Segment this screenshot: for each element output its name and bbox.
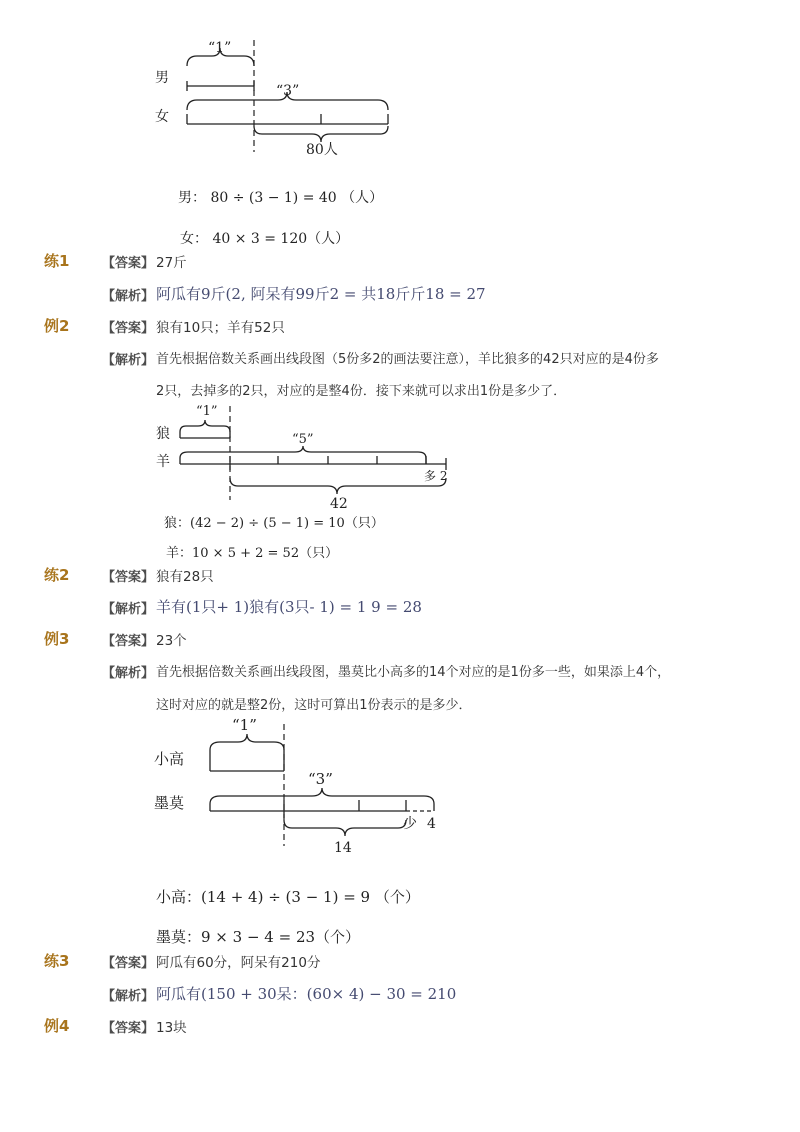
analysis-label: 【解析】 [102, 289, 155, 304]
analysis-text: 阿瓜有9斤(2, 阿呆有99斤2 = 共18斤斤18 = 27 [156, 285, 486, 303]
tag-example2: 例2 [44, 317, 70, 335]
less-label: 少 [403, 816, 417, 832]
answer-label: 【答案】 [102, 256, 155, 271]
total-label: 80人 [306, 142, 338, 158]
label-one: “1” [208, 40, 232, 56]
row-girl: 女 [155, 109, 169, 125]
tag-practice2: 练2 [44, 566, 70, 584]
analysis-text: 阿瓜有(150 + 30呆：(60× 4) − 30 = 210 [156, 985, 457, 1003]
eq-boy: 男： 80 ÷ (3 − 1) = 40 （人） [178, 190, 384, 206]
tag-example3: 例3 [44, 630, 70, 648]
analysis-label: 【解析】 [102, 602, 155, 617]
label-one: “1” [232, 716, 257, 734]
eq-girl: 女： 40 × 3 = 120（人） [180, 231, 350, 247]
tag-example4: 例4 [44, 1017, 70, 1035]
answer-label: 【答案】 [102, 1021, 155, 1036]
brace-total [284, 820, 406, 836]
tag-practice3: 练3 [44, 952, 70, 970]
answer-text: 13块 [156, 1020, 187, 1036]
analysis-text: 羊有(1只+ 1)狼有(3只- 1) = 1 9 = 28 [156, 598, 422, 616]
answer-text: 狼有28只 [156, 569, 214, 585]
row-boy: 男 [155, 70, 169, 86]
eq-momo: 墨莫：9 × 3 − 4 = 23（个） [156, 928, 361, 946]
analysis-label: 【解析】 [102, 989, 155, 1004]
brace-one [210, 734, 284, 771]
label-three: “3” [308, 770, 333, 788]
label-five: “5” [292, 432, 314, 447]
answer-label: 【答案】 [102, 634, 155, 649]
answer-text: 阿瓜有60分，阿呆有210分 [156, 955, 321, 971]
answer-label: 【答案】 [102, 570, 155, 585]
total-label: 42 [330, 496, 348, 512]
analysis-label: 【解析】 [102, 666, 155, 681]
eq-xiaogao: 小高：(14 + 4) ÷ (3 − 1) = 9 （个） [156, 888, 420, 906]
row-wolf: 狼 [156, 426, 170, 442]
row-xiaogao: 小高 [154, 750, 185, 768]
row-momo: 墨莫 [154, 794, 185, 812]
answer-text: 23个 [156, 633, 187, 649]
eq-sheep: 羊：10 × 5 + 2 = 52（只） [166, 546, 339, 561]
label-three: “3” [276, 83, 300, 99]
less-value: 4 [427, 816, 436, 832]
analysis-line1: 首先根据倍数关系画出线段图，墨莫比小高多的14个对应的是1份多一些，如果添上4个， [156, 665, 671, 680]
answer-label: 【答案】 [102, 321, 155, 336]
answer-label: 【答案】 [102, 956, 155, 971]
total-label: 14 [334, 840, 352, 856]
analysis-line2: 2只，去掉多的2只，对应的是整4份．接下来就可以求出1份是多少了． [156, 384, 567, 399]
tag-practice1: 练1 [44, 252, 70, 270]
label-one: “1” [196, 404, 218, 419]
analysis-line1: 首先根据倍数关系画出线段图（5份多2的画法要注意），羊比狼多的42只对应的是4份多 [156, 352, 659, 367]
analysis-line2: 这时对应的就是整2份，这时可算出1份表示的是多少． [156, 698, 472, 713]
eq-wolf: 狼：(42 − 2) ÷ (5 − 1) = 10（只） [164, 516, 384, 531]
answer-text: 27斤 [156, 255, 187, 271]
analysis-label: 【解析】 [102, 353, 155, 368]
answer-text: 狼有10只；羊有52只 [156, 320, 285, 336]
row-sheep: 羊 [156, 454, 170, 470]
brace-three [210, 788, 434, 811]
extra-label: 多 2 [424, 469, 448, 483]
